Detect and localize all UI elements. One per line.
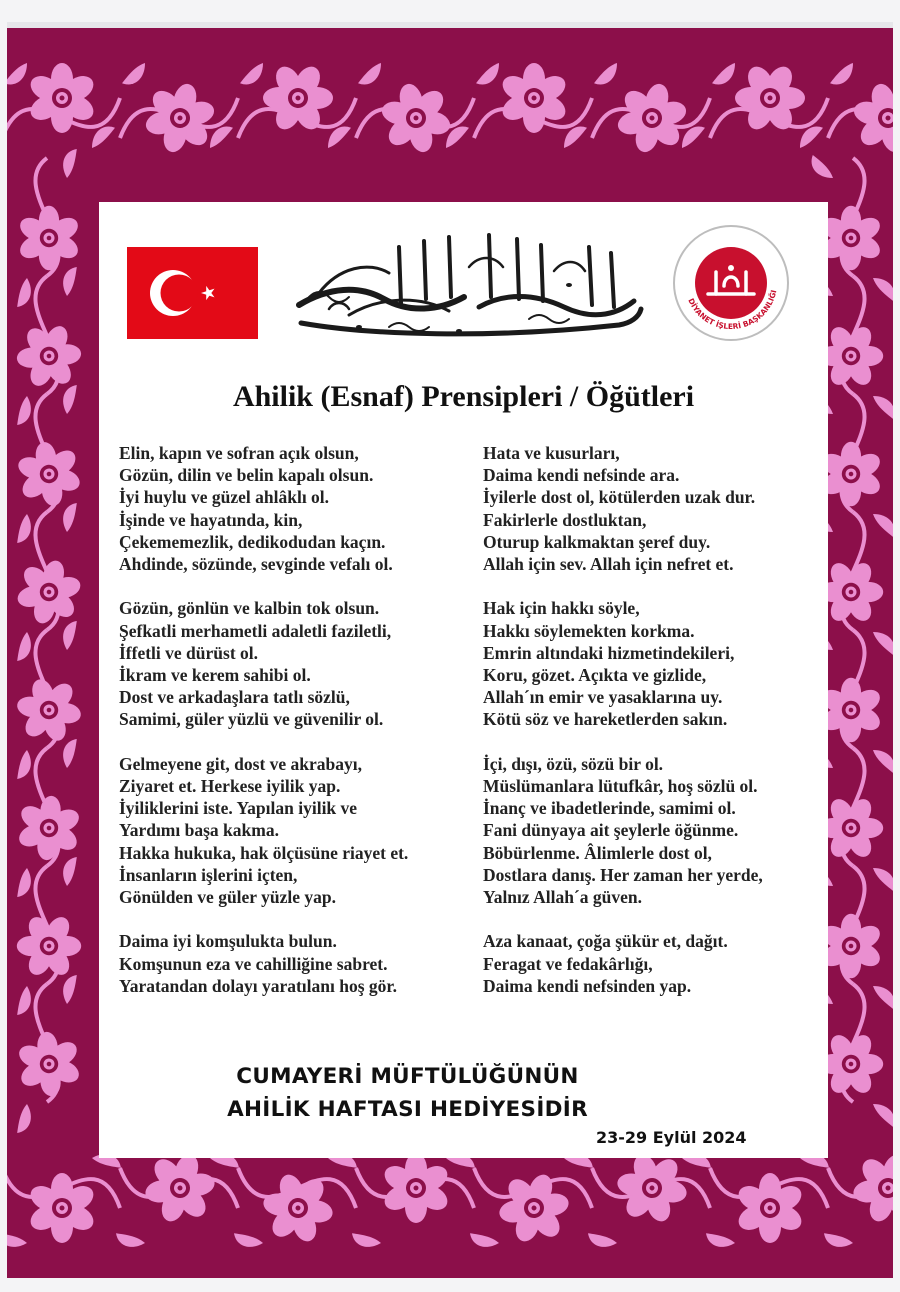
principle-line: Ahdinde, sözünde, sevginde vefalı ol. [119,554,393,575]
footer-office: CUMAYERİ MÜFTÜLÜĞÜNÜN [236,1064,579,1089]
principle-line: Fakirlerle dostluktan, [483,509,647,530]
principle-line: İnanç ve ibadetlerinde, samimi ol. [483,798,736,819]
principle-line: Şefkatli merhametli adaletli faziletli, [119,620,392,641]
principle-line: Gözün, gönlün ve kalbin tok olsun. [119,598,380,619]
page-title: Ahilik (Esnaf) Prensipleri / Öğütleri [232,380,695,413]
principle-line: Hakkı söylemekten korkma. [483,620,695,641]
stanza [483,597,823,730]
diyanet-seal-icon [672,224,790,342]
principle-line: Gönülden ve güler yüzle yap. [119,887,336,908]
principle-line: Müslümanlara lütufkâr, hoş sözlü ol. [483,776,758,797]
principle-line: Emrin altındaki hizmetindekileri, [483,642,735,663]
principle-line: Komşunun eza ve cahilliğine sabret. [119,953,388,974]
stanza [119,597,459,730]
basmala-calligraphy-icon [289,227,649,345]
principle-line: Böbürlenme. Âlimlerle dost ol, [483,842,712,863]
principle-line: İffetli ve dürüst ol. [119,642,259,663]
principle-line: Dostlara danış. Her zaman her yerde, [483,864,763,885]
stanza [119,930,459,997]
decorative-floral-border [7,22,893,1278]
principle-line: Daima kendi nefsinden yap. [483,975,692,996]
principle-line: İyilerle dost ol, kötülerden uzak dur. [483,487,756,508]
stanza [119,753,459,908]
principle-line: İkram ve kerem sahibi ol. [119,665,311,686]
principle-line: Hata ve kusurları, [483,443,620,463]
stanza [483,753,823,908]
principle-line: Feragat ve fedakârlığı, [483,953,653,974]
principle-line: Oturup kalkmaktan şeref duy. [483,531,711,552]
principle-line: Elin, kapın ve sofran açık olsun, [119,443,359,463]
stanza [483,442,823,575]
principle-line: Koru, gözet. Açıkta ve gizlide, [483,665,707,686]
stanza [483,930,823,997]
principle-line: Allah için sev. Allah için nefret et. [483,554,734,575]
principle-line: İçi, dışı, özü, sözü bir ol. [483,753,664,774]
principle-line: Daima iyi komşulukta bulun. [119,931,337,952]
principle-line: Allah´ın emir ve yasaklarına uy. [483,687,723,708]
principle-line: Aza kanaat, çoğa şükür et, dağıt. [483,931,728,952]
principle-line: İyiliklerini iste. Yapılan iyilik ve [119,798,358,819]
principles-right-column [483,442,823,1019]
stanza [119,442,459,575]
principle-line: Yaratandan dolayı yaratılanı hoş gör. [119,975,397,996]
principle-line: Daima kendi nefsinde ara. [483,465,680,486]
turkish-flag-icon [127,247,258,339]
seal-text: DİYANET İŞLERİ BAŞKANLIĞI [686,289,779,332]
principle-line: Kötü söz ve hareketlerden sakın. [483,709,728,730]
principle-line: Gelmeyene git, dost ve akrabayı, [119,753,363,774]
principle-line: Ziyaret et. Herkese iyilik yap. [119,776,341,797]
principle-line: Hak için hakkı söyle, [483,598,640,619]
principle-line: Dost ve arkadaşlara tatlı sözlü, [119,687,350,708]
principle-line: İnsanların işlerini içten, [119,864,298,885]
principle-line: İyi huylu ve güzel ahlâklı ol. [119,487,330,508]
content-panel [99,202,828,1158]
principle-line: İşinde ve hayatında, kin, [119,509,303,530]
principle-line: Gözün, dilin ve belin kapalı olsun. [119,465,374,486]
principle-line: Hakka hukuka, hak ölçüsüne riayet et. [119,842,409,863]
principles-left-column [119,442,459,1019]
footer-gift-note: AHİLİK HAFTASI HEDİYESİDİR [227,1097,588,1122]
principle-line: Yalnız Allah´a güven. [483,887,642,908]
principle-line: Çekememezlik, dedikodudan kaçın. [119,531,386,552]
principle-line: Fani dünyaya ait şeylerle öğünme. [483,820,739,841]
principle-line: Samimi, güler yüzlü ve güvenilir ol. [119,709,384,730]
principle-line: Yardımı başa kakma. [119,820,279,841]
footer-date: 23-29 Eylül 2024 [596,1128,747,1147]
